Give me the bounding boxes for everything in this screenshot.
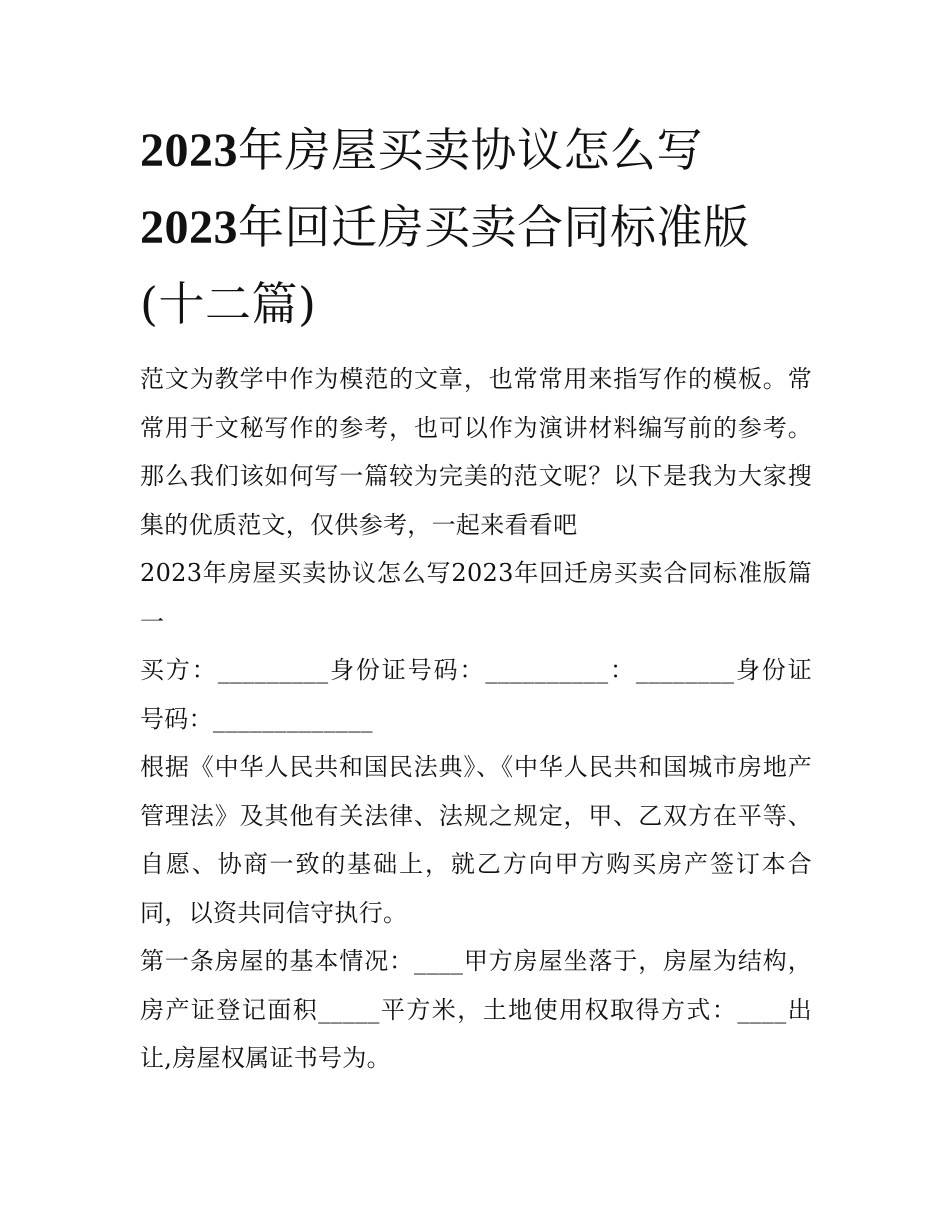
title-text: (十二篇) xyxy=(140,277,317,331)
title-year: 2023 xyxy=(140,124,238,177)
title-text: 年回迁房买卖合同标准版 xyxy=(238,200,750,254)
title-line-1 xyxy=(140,112,812,189)
document-page xyxy=(140,112,812,1083)
section-heading: 2023年房屋买卖协议怎么写2023年回迁房买卖合同标准版篇一 xyxy=(140,559,812,636)
article-one-paragraph: 第一条房屋的基本情况：____甲方房屋坐落于，房屋为结构，房产证登记面积_____平方米，土地使用权取得方式：____出让,房屋权属证书号为。 xyxy=(140,947,812,1072)
title-line-3 xyxy=(140,266,812,343)
legal-basis-paragraph: 根据《中华人民共和国民法典》、《中华人民共和国城市房地产管理法》及其他有关法律、法规之规定，甲、乙双方在平等、自愿、协商一致的基础上，就乙方向甲方购买房产签订本合同，以资共同信守执行。 xyxy=(140,753,812,927)
title-year: 2023 xyxy=(140,201,238,254)
title-line-2 xyxy=(140,189,812,266)
title-text: 年房屋买卖协议怎么写 xyxy=(238,123,703,177)
document-title xyxy=(140,112,812,343)
intro-paragraph: 范文为教学中作为模范的文章，也常常用来指写作的模板。常常用于文秘写作的参考，也可以作为演讲材料编写前的参考。那么我们该如何写一篇较为完美的范文呢？以下是我为大家搜集的优质范文，仅供参考，一起来看看吧 xyxy=(140,365,812,539)
buyer-info-paragraph: 买方：_________身份证号码：__________：________身份证号码：_____________ xyxy=(140,656,812,733)
